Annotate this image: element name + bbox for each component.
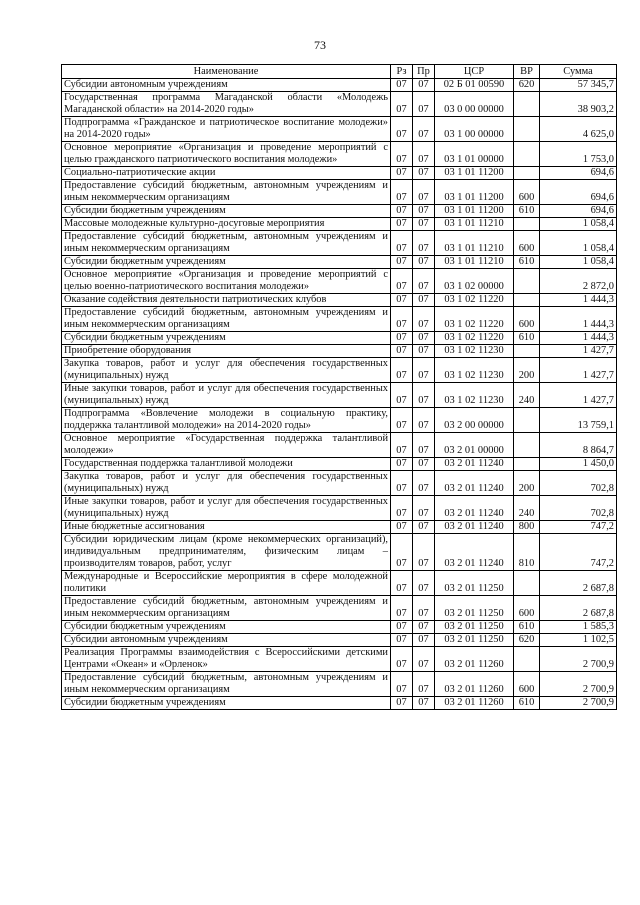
row-pr: 07 xyxy=(413,79,435,92)
row-csr: 03 1 02 11230 xyxy=(435,383,514,408)
row-vr: 600 xyxy=(514,231,540,256)
table-row xyxy=(62,534,617,571)
row-sum: 2 700,9 xyxy=(540,647,617,672)
row-rz: 07 xyxy=(391,596,413,621)
row-vr: 810 xyxy=(514,534,540,571)
row-pr: 07 xyxy=(413,408,435,433)
row-sum: 1 058,4 xyxy=(540,256,617,269)
header-vr: ВР xyxy=(514,65,540,79)
table-row xyxy=(62,345,617,358)
row-csr: 03 2 01 11250 xyxy=(435,621,514,634)
row-sum: 1 444,3 xyxy=(540,332,617,345)
table-row xyxy=(62,496,617,521)
row-name: Социально-патриотические акции xyxy=(62,167,391,180)
row-pr: 07 xyxy=(413,205,435,218)
row-pr: 07 xyxy=(413,521,435,534)
row-csr: 03 1 00 00000 xyxy=(435,117,514,142)
table-row xyxy=(62,167,617,180)
page-number: 73 xyxy=(314,38,326,52)
row-rz: 07 xyxy=(391,433,413,458)
table-row xyxy=(62,294,617,307)
row-sum: 1 450,0 xyxy=(540,458,617,471)
table-row xyxy=(62,672,617,697)
table-row xyxy=(62,231,617,256)
row-pr: 07 xyxy=(413,180,435,205)
row-rz: 07 xyxy=(391,571,413,596)
row-rz: 07 xyxy=(391,294,413,307)
row-rz: 07 xyxy=(391,256,413,269)
row-name: Субсидии бюджетным учреждениям xyxy=(62,256,391,269)
row-vr xyxy=(514,345,540,358)
table-row xyxy=(62,433,617,458)
row-name: Предоставление субсидий бюджетным, автономным учреждениям и иным некоммерческим организациям xyxy=(62,231,391,256)
row-csr: 03 1 02 11220 xyxy=(435,294,514,307)
row-csr: 03 1 01 11210 xyxy=(435,218,514,231)
row-csr: 03 2 01 11260 xyxy=(435,647,514,672)
row-pr: 07 xyxy=(413,358,435,383)
row-csr: 03 1 02 11220 xyxy=(435,307,514,332)
table-row xyxy=(62,218,617,231)
table-row xyxy=(62,332,617,345)
row-rz: 07 xyxy=(391,647,413,672)
row-pr: 07 xyxy=(413,458,435,471)
table-row xyxy=(62,697,617,710)
row-csr: 03 2 01 11260 xyxy=(435,672,514,697)
row-rz: 07 xyxy=(391,458,413,471)
row-vr xyxy=(514,458,540,471)
row-name: Государственная программа Магаданской области «Молодежь Магаданской области» на 2014-2020 годы» xyxy=(62,92,391,117)
table-row xyxy=(62,205,617,218)
row-vr: 620 xyxy=(514,79,540,92)
row-pr: 07 xyxy=(413,596,435,621)
row-pr: 07 xyxy=(413,647,435,672)
row-name: Иные закупки товаров, работ и услуг для обеспечения государственных (муниципальных) нужд xyxy=(62,496,391,521)
row-sum: 747,2 xyxy=(540,521,617,534)
row-pr: 07 xyxy=(413,269,435,294)
row-sum: 1 444,3 xyxy=(540,294,617,307)
row-rz: 07 xyxy=(391,471,413,496)
row-name: Субсидии бюджетным учреждениям xyxy=(62,697,391,710)
row-sum: 1 753,0 xyxy=(540,142,617,167)
row-pr: 07 xyxy=(413,167,435,180)
row-pr: 07 xyxy=(413,433,435,458)
row-csr: 03 1 02 00000 xyxy=(435,269,514,294)
row-name: Государственная поддержка талантливой молодежи xyxy=(62,458,391,471)
row-vr: 610 xyxy=(514,332,540,345)
row-name: Субсидии бюджетным учреждениям xyxy=(62,332,391,345)
table-row xyxy=(62,571,617,596)
row-pr: 07 xyxy=(413,471,435,496)
row-csr: 03 2 01 11240 xyxy=(435,471,514,496)
row-csr: 03 2 01 11240 xyxy=(435,458,514,471)
table-row xyxy=(62,269,617,294)
row-csr: 03 2 01 00000 xyxy=(435,433,514,458)
table-body xyxy=(62,79,617,710)
row-sum: 1 585,3 xyxy=(540,621,617,634)
row-vr: 600 xyxy=(514,596,540,621)
row-pr: 07 xyxy=(413,332,435,345)
row-vr: 610 xyxy=(514,621,540,634)
table-row xyxy=(62,142,617,167)
row-sum: 1 427,7 xyxy=(540,383,617,408)
row-pr: 07 xyxy=(413,383,435,408)
row-pr: 07 xyxy=(413,307,435,332)
row-rz: 07 xyxy=(391,180,413,205)
row-rz: 07 xyxy=(391,307,413,332)
row-rz: 07 xyxy=(391,269,413,294)
row-pr: 07 xyxy=(413,218,435,231)
row-rz: 07 xyxy=(391,621,413,634)
row-name: Предоставление субсидий бюджетным, автономным учреждениям и иным некоммерческим организациям xyxy=(62,180,391,205)
row-sum: 1 102,5 xyxy=(540,634,617,647)
row-pr: 07 xyxy=(413,142,435,167)
row-sum: 4 625,0 xyxy=(540,117,617,142)
row-sum: 38 903,2 xyxy=(540,92,617,117)
row-rz: 07 xyxy=(391,672,413,697)
row-csr: 03 1 01 00000 xyxy=(435,142,514,167)
row-rz: 07 xyxy=(391,167,413,180)
row-sum: 1 058,4 xyxy=(540,218,617,231)
row-name: Закупка товаров, работ и услуг для обеспечения государственных (муниципальных) нужд xyxy=(62,358,391,383)
table-row xyxy=(62,596,617,621)
row-csr: 03 2 00 00000 xyxy=(435,408,514,433)
row-rz: 07 xyxy=(391,79,413,92)
row-name: Массовые молодежные культурно-досуговые мероприятия xyxy=(62,218,391,231)
row-name: Иные бюджетные ассигнования xyxy=(62,521,391,534)
row-rz: 07 xyxy=(391,345,413,358)
row-sum: 2 700,9 xyxy=(540,697,617,710)
row-pr: 07 xyxy=(413,231,435,256)
row-vr xyxy=(514,647,540,672)
row-csr: 03 1 02 11230 xyxy=(435,358,514,383)
row-name: Субсидии автономным учреждениям xyxy=(62,634,391,647)
header-rz: Рз xyxy=(391,65,413,79)
row-vr: 610 xyxy=(514,697,540,710)
row-vr xyxy=(514,294,540,307)
row-rz: 07 xyxy=(391,142,413,167)
row-csr: 03 2 01 11240 xyxy=(435,534,514,571)
row-sum: 694,6 xyxy=(540,205,617,218)
row-rz: 07 xyxy=(391,231,413,256)
row-csr: 03 1 01 11210 xyxy=(435,256,514,269)
row-pr: 07 xyxy=(413,672,435,697)
row-csr: 03 0 00 00000 xyxy=(435,92,514,117)
header-sum: Сумма xyxy=(540,65,617,79)
row-rz: 07 xyxy=(391,358,413,383)
table-row xyxy=(62,408,617,433)
row-csr: 03 2 01 11240 xyxy=(435,496,514,521)
row-sum: 2 687,8 xyxy=(540,571,617,596)
row-rz: 07 xyxy=(391,117,413,142)
row-name: Закупка товаров, работ и услуг для обеспечения государственных (муниципальных) нужд xyxy=(62,471,391,496)
row-rz: 07 xyxy=(391,205,413,218)
row-csr: 03 1 02 11230 xyxy=(435,345,514,358)
row-sum: 1 444,3 xyxy=(540,307,617,332)
row-sum: 1 058,4 xyxy=(540,231,617,256)
row-csr: 03 1 01 11210 xyxy=(435,231,514,256)
header-pr: Пр xyxy=(413,65,435,79)
row-name: Субсидии бюджетным учреждениям xyxy=(62,621,391,634)
row-vr xyxy=(514,92,540,117)
row-sum: 57 345,7 xyxy=(540,79,617,92)
row-rz: 07 xyxy=(391,697,413,710)
row-name: Предоставление субсидий бюджетным, автономным учреждениям и иным некоммерческим организациям xyxy=(62,672,391,697)
row-vr xyxy=(514,142,540,167)
budget-table xyxy=(61,64,617,710)
row-csr: 03 1 01 11200 xyxy=(435,167,514,180)
row-sum: 694,6 xyxy=(540,180,617,205)
row-sum: 702,8 xyxy=(540,471,617,496)
row-vr: 200 xyxy=(514,471,540,496)
row-csr: 03 1 01 11200 xyxy=(435,180,514,205)
table-row xyxy=(62,647,617,672)
row-csr: 03 1 02 11220 xyxy=(435,332,514,345)
row-sum: 8 864,7 xyxy=(540,433,617,458)
row-sum: 13 759,1 xyxy=(540,408,617,433)
table-row xyxy=(62,458,617,471)
header-csr: ЦСР xyxy=(435,65,514,79)
row-csr: 03 2 01 11260 xyxy=(435,697,514,710)
row-vr: 600 xyxy=(514,180,540,205)
row-name: Основное мероприятие «Организация и проведение мероприятий с целью военно-патриотического воспитания молодежи» xyxy=(62,269,391,294)
row-name: Субсидии автономным учреждениям xyxy=(62,79,391,92)
row-csr: 03 1 01 11200 xyxy=(435,205,514,218)
row-vr xyxy=(514,167,540,180)
row-rz: 07 xyxy=(391,92,413,117)
row-pr: 07 xyxy=(413,571,435,596)
row-name: Реализация Программы взаимодействия с Всероссийскими детскими Центрами «Океан» и «Орленок» xyxy=(62,647,391,672)
row-sum: 2 872,0 xyxy=(540,269,617,294)
row-pr: 07 xyxy=(413,117,435,142)
row-rz: 07 xyxy=(391,521,413,534)
row-pr: 07 xyxy=(413,534,435,571)
row-csr: 03 2 01 11250 xyxy=(435,571,514,596)
row-name: Субсидии бюджетным учреждениям xyxy=(62,205,391,218)
row-name: Субсидии юридическим лицам (кроме некоммерческих организаций), индивидуальным предпринимателям, физическим лицам – производителям товаров, работ, услуг xyxy=(62,534,391,571)
table-row xyxy=(62,307,617,332)
row-pr: 07 xyxy=(413,294,435,307)
row-name: Основное мероприятие «Организация и проведение мероприятий с целью гражданского патриотического воспитания молодежи» xyxy=(62,142,391,167)
row-csr: 03 2 01 11250 xyxy=(435,596,514,621)
table-row xyxy=(62,471,617,496)
row-vr: 610 xyxy=(514,256,540,269)
row-sum: 1 427,7 xyxy=(540,358,617,383)
row-name: Предоставление субсидий бюджетным, автономным учреждениям и иным некоммерческим организациям xyxy=(62,307,391,332)
row-vr: 800 xyxy=(514,521,540,534)
row-pr: 07 xyxy=(413,496,435,521)
row-vr: 600 xyxy=(514,307,540,332)
table-row xyxy=(62,256,617,269)
row-vr xyxy=(514,117,540,142)
row-csr: 02 Б 01 00590 xyxy=(435,79,514,92)
row-vr xyxy=(514,269,540,294)
table-row xyxy=(62,383,617,408)
table-row xyxy=(62,358,617,383)
row-name: Подпрограмма «Гражданское и патриотическое воспитание молодежи» на 2014-2020 годы» xyxy=(62,117,391,142)
table-header-row xyxy=(62,65,617,79)
row-pr: 07 xyxy=(413,634,435,647)
row-name: Основное мероприятие «Государственная поддержка талантливой молодежи» xyxy=(62,433,391,458)
row-name: Иные закупки товаров, работ и услуг для обеспечения государственных (муниципальных) нужд xyxy=(62,383,391,408)
row-pr: 07 xyxy=(413,92,435,117)
row-vr: 240 xyxy=(514,383,540,408)
row-rz: 07 xyxy=(391,496,413,521)
table-row xyxy=(62,79,617,92)
table-row xyxy=(62,117,617,142)
table-row xyxy=(62,521,617,534)
row-rz: 07 xyxy=(391,218,413,231)
table-row xyxy=(62,634,617,647)
table-row xyxy=(62,621,617,634)
row-vr xyxy=(514,218,540,231)
row-vr xyxy=(514,433,540,458)
row-vr: 610 xyxy=(514,205,540,218)
row-vr: 200 xyxy=(514,358,540,383)
row-rz: 07 xyxy=(391,383,413,408)
row-pr: 07 xyxy=(413,697,435,710)
table-row xyxy=(62,180,617,205)
row-vr xyxy=(514,571,540,596)
row-vr: 240 xyxy=(514,496,540,521)
row-vr: 620 xyxy=(514,634,540,647)
row-pr: 07 xyxy=(413,345,435,358)
row-sum: 2 687,8 xyxy=(540,596,617,621)
row-vr: 600 xyxy=(514,672,540,697)
row-vr xyxy=(514,408,540,433)
table-row xyxy=(62,92,617,117)
row-name: Приобретение оборудования xyxy=(62,345,391,358)
row-pr: 07 xyxy=(413,621,435,634)
row-sum: 1 427,7 xyxy=(540,345,617,358)
header-name: Наименование xyxy=(62,65,391,79)
row-rz: 07 xyxy=(391,534,413,571)
row-csr: 03 2 01 11240 xyxy=(435,521,514,534)
row-name: Оказание содействия деятельности патриотических клубов xyxy=(62,294,391,307)
row-sum: 694,6 xyxy=(540,167,617,180)
row-csr: 03 2 01 11250 xyxy=(435,634,514,647)
row-sum: 2 700,9 xyxy=(540,672,617,697)
row-name: Подпрограмма «Вовлечение молодежи в социальную практику, поддержка талантливой молодежи» на 2014-2020 годы» xyxy=(62,408,391,433)
row-rz: 07 xyxy=(391,634,413,647)
row-rz: 07 xyxy=(391,408,413,433)
row-name: Предоставление субсидий бюджетным, автономным учреждениям и иным некоммерческим организациям xyxy=(62,596,391,621)
row-sum: 702,8 xyxy=(540,496,617,521)
row-sum: 747,2 xyxy=(540,534,617,571)
row-rz: 07 xyxy=(391,332,413,345)
row-name: Международные и Всероссийские мероприятия в сфере молодежной политики xyxy=(62,571,391,596)
row-pr: 07 xyxy=(413,256,435,269)
